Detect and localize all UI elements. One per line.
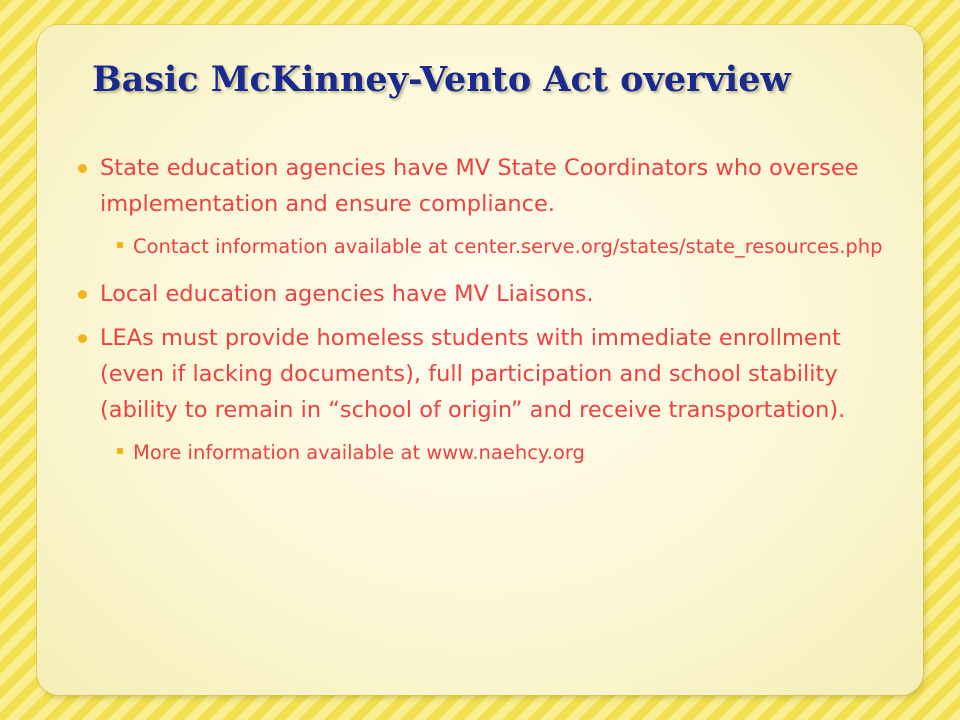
slide-title: Basic McKinney-Vento Act overview xyxy=(92,59,791,100)
bullet-item-state-coordinators xyxy=(75,150,885,222)
bullet-text: Local education agencies have MV Liaisons. xyxy=(100,281,594,307)
square-bullet-icon xyxy=(117,448,123,454)
sub-bullet-text: More information available at www.naehcy.org xyxy=(133,441,585,464)
content-card xyxy=(37,25,923,695)
square-bullet-icon xyxy=(117,242,123,248)
bullet-item-lea-requirements xyxy=(75,320,885,428)
bullet-dot-icon xyxy=(78,334,87,343)
bullet-text: LEAs must provide homeless students with immediate enrollment (even if lacking documents), full participation and school stability (ability to remain in “school of origin” and receive transportation). xyxy=(100,325,846,423)
sub-bullet-text: Contact information available at center.serve.org/states/state_resources.php xyxy=(133,235,883,258)
bullet-list xyxy=(75,150,885,468)
bullet-text: State education agencies have MV State Coordinators who oversee implementation and ensure compliance. xyxy=(100,155,859,217)
bullet-dot-icon xyxy=(78,164,87,173)
bullet-item-liaisons xyxy=(75,276,885,312)
sub-bullet-item-more-info xyxy=(75,437,885,468)
bullet-dot-icon xyxy=(78,290,87,299)
sub-bullet-item-contact-info xyxy=(75,231,885,262)
